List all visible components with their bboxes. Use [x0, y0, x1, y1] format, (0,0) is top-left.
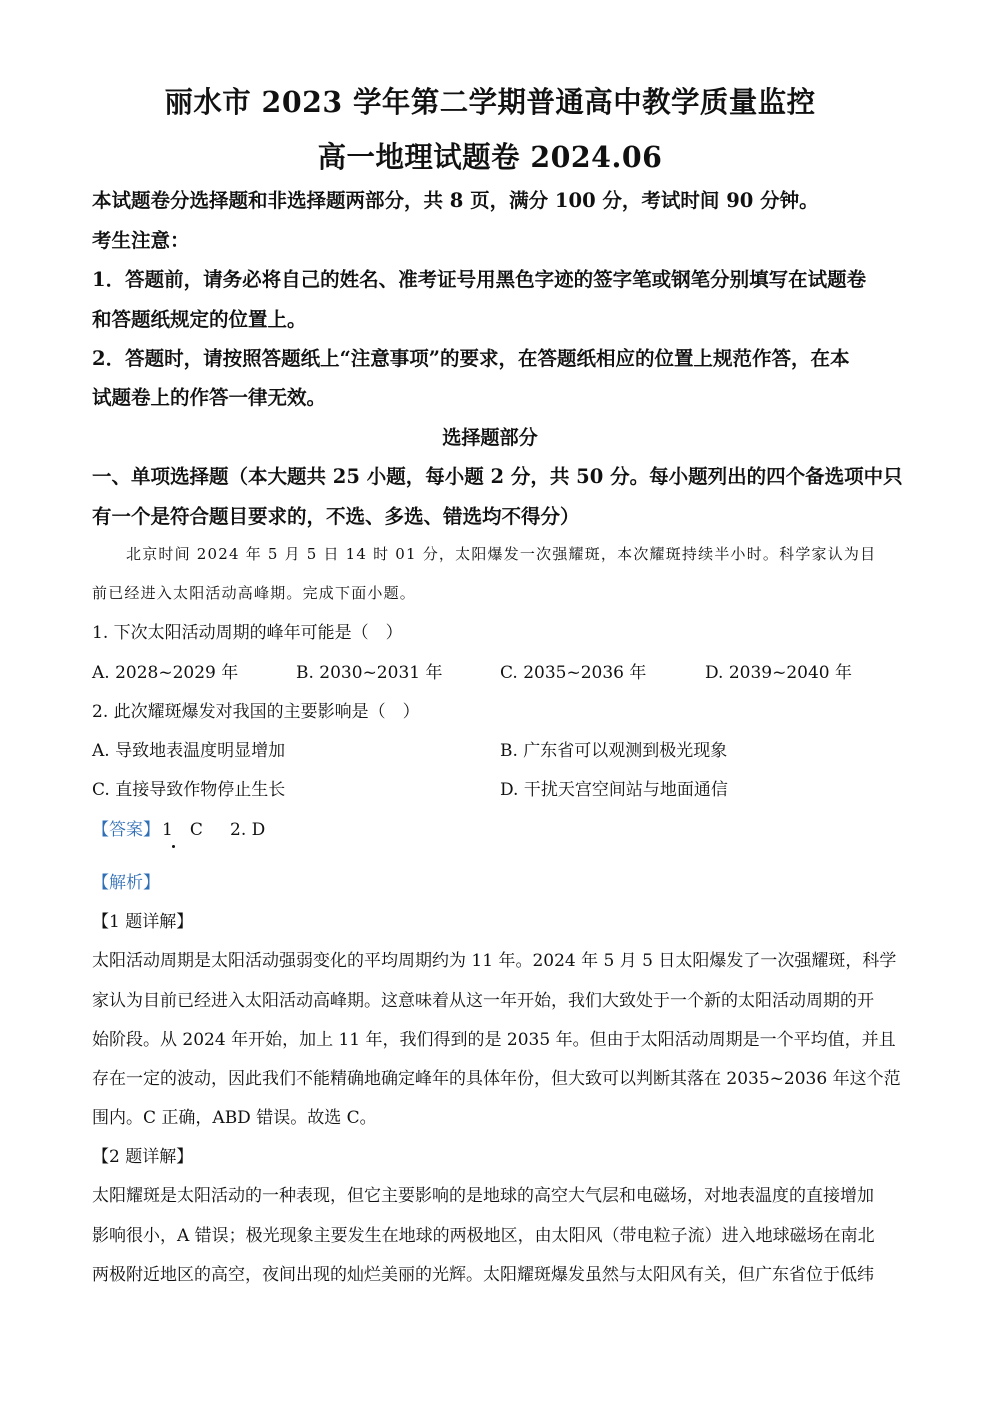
section-heading-line-2: 有一个是符合题目要求的，不选、多选、错选均不得分） [92, 505, 580, 528]
detail-1-line-5: 围内。C 正确，ABD 错误。故选 C。 [92, 1108, 377, 1128]
answer-label: 【答案】 [92, 820, 160, 840]
detail-1-line-3: 始阶段。从 2024 年开始，加上 11 年，我们得到的是 2035 年。但由于太阳活动周期是一个平均值，并且 [92, 1030, 896, 1050]
detail-2-line-1: 太阳耀斑是太阳活动的一种表现，但它主要影响的是地球的高空大气层和电磁场，对地表温度的直接增加 [92, 1186, 874, 1206]
detail-1-label: 【1 题详解】 [92, 912, 194, 932]
detail-1-line-2: 家认为目前已经进入太阳活动高峰期。这意味着从这一年开始，我们大致处于一个新的太阳活动周期的开 [92, 991, 874, 1011]
page-title: 丽水市 2023 学年第二学期普通高中教学质量监控 [164, 85, 816, 119]
question-2-option-a: A. 导致地表温度明显增加 [92, 741, 286, 761]
detail-1-line-4: 存在一定的波动，因此我们不能精确地确定峰年的具体年份，但大致可以判断其落在 2035~2036 年这个范 [92, 1069, 901, 1089]
question-1-stem: 1. 下次太阳活动周期的峰年可能是（ ） [92, 623, 403, 643]
material-line-2: 前已经进入太阳活动高峰期。完成下面小题。 [92, 584, 417, 602]
detail-2-label: 【2 题详解】 [92, 1147, 194, 1167]
detail-2-line-2: 影响很小，A 错误；极光现象主要发生在地球的两极地区，由太阳风（带电粒子流）进入地球磁场在南北 [92, 1226, 875, 1246]
question-1-option-a: A. 2028~2029 年 [92, 663, 239, 683]
question-2-option-b: B. 广东省可以观测到极光现象 [500, 741, 728, 761]
notice-item-1-line-1: 1．答题前，请务必将自己的姓名、准考证号用黑色字迹的签字笔或钢笔分别填写在试题卷 [92, 268, 867, 291]
notice-label: 考生注意： [92, 229, 190, 252]
section-heading-line-1: 一、单项选择题（本大题共 25 小题，每小题 2 分，共 50 分。每小题列出的四个备选项中只 [92, 465, 903, 488]
question-1-option-c: C. 2035~2036 年 [500, 663, 647, 683]
question-1-option-b: B. 2030~2031 年 [296, 663, 443, 683]
question-2-option-d: D. 干扰天宫空间站与地面通信 [500, 780, 728, 800]
exam-intro: 本试题卷分选择题和非选择题两部分，共 8 页，满分 100 分，考试时间 90 分钟。 [92, 189, 819, 212]
page-subtitle: 高一地理试题卷 2024.06 [317, 140, 663, 174]
detail-2-line-3: 两极附近地区的高空，夜间出现的灿烂美丽的光辉。太阳耀斑爆发虽然与太阳风有关，但广东省位于低纬 [92, 1265, 874, 1285]
notice-item-2-line-1: 2．答题时，请按照答题纸上“注意事项”的要求，在答题纸相应的位置上规范作答，在本 [92, 347, 850, 370]
section-title: 选择题部分 [442, 426, 538, 449]
notice-item-2-line-2: 试题卷上的作答一律无效。 [92, 386, 327, 409]
question-2-stem: 2. 此次耀斑爆发对我国的主要影响是（ ） [92, 702, 420, 722]
question-1-option-d: D. 2039~2040 年 [705, 663, 853, 683]
question-2-option-c: C. 直接导致作物停止生长 [92, 780, 286, 800]
material-line-1: 北京时间 2024 年 5 月 5 日 14 时 01 分，太阳爆发一次强耀斑，本次耀斑持续半小时。科学家认为目 [126, 545, 877, 563]
answer-dot-mark [172, 845, 175, 848]
detail-1-line-1: 太阳活动周期是太阳活动强弱变化的平均周期约为 11 年。2024 年 5 月 5 日太阳爆发了一次强耀斑，科学 [92, 951, 897, 971]
answer-q2: 2. D [230, 820, 266, 840]
answer-q1: 1 C [162, 820, 203, 840]
analysis-label: 【解析】 [92, 873, 160, 893]
notice-item-1-line-2: 和答题纸规定的位置上。 [92, 308, 307, 331]
